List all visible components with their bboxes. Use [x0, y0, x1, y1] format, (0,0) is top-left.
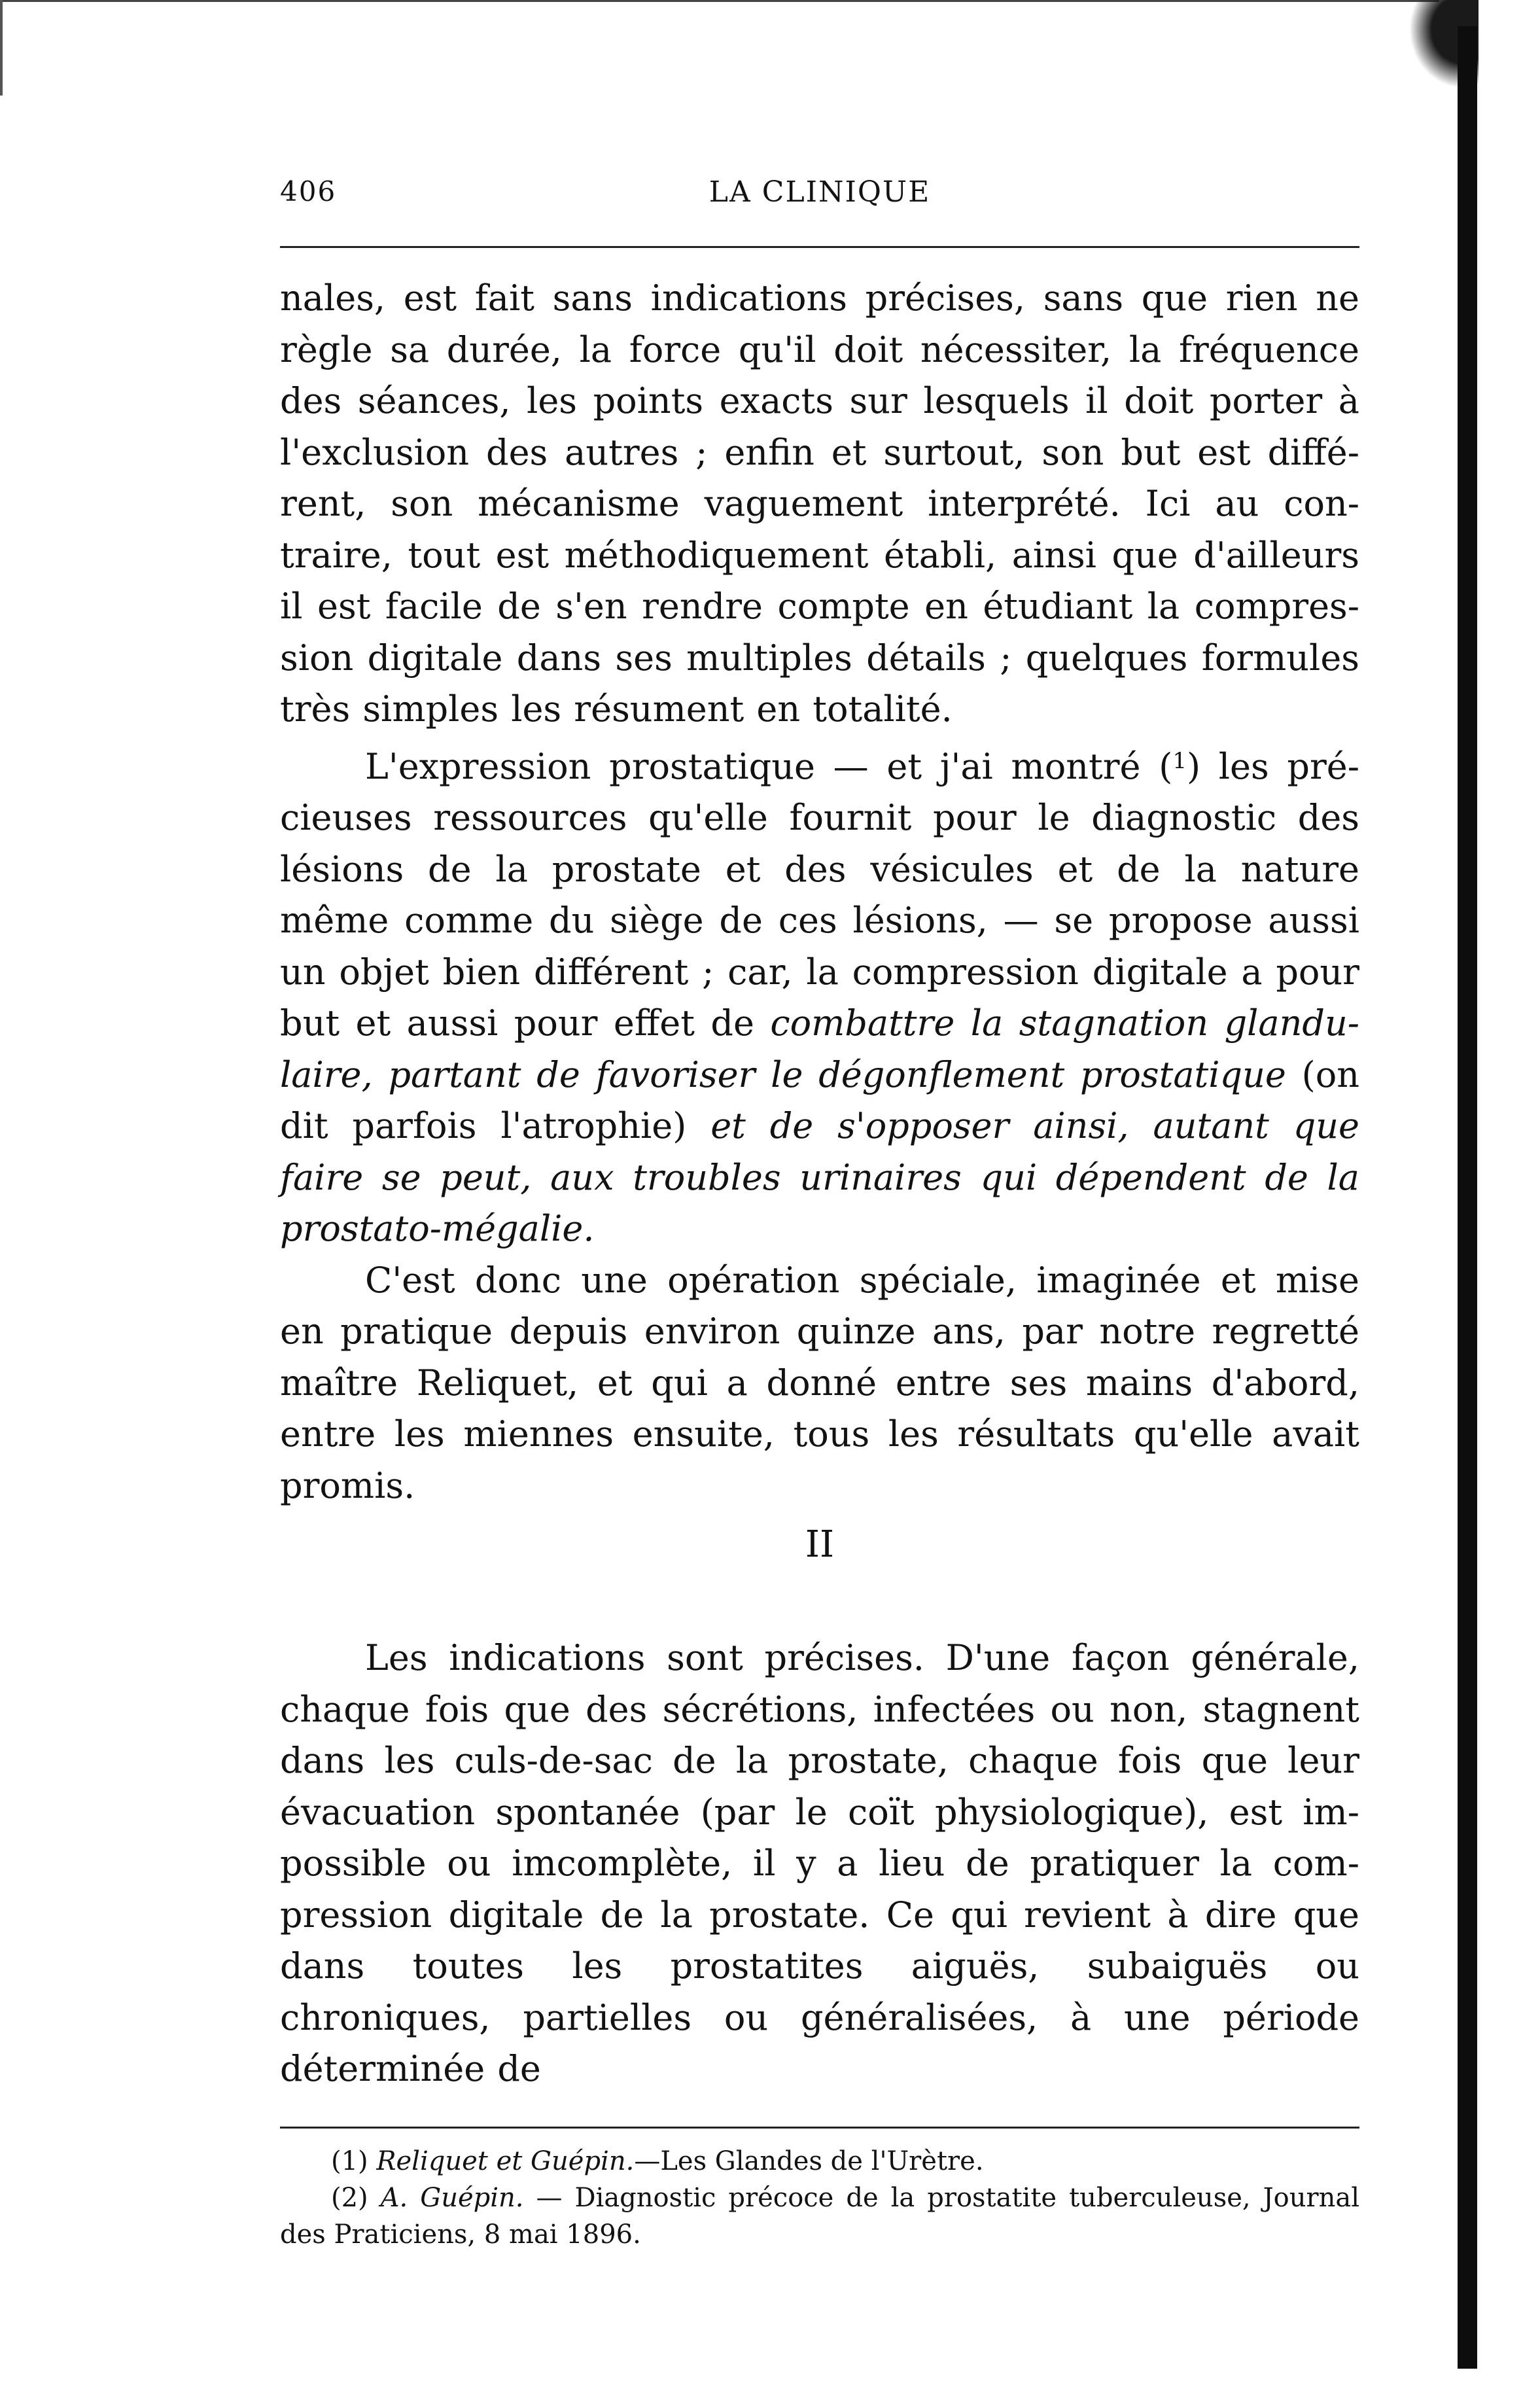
- text-line: traire, tout est méthodiquement établi, ainsi que d'ailleurs: [280, 534, 1359, 576]
- page-number: 406: [280, 175, 337, 207]
- footnote-rule: [280, 2127, 1359, 2129]
- text-line: sion digitale dans ses multiples détails ; quelques formules: [280, 637, 1359, 679]
- footnote-text: — Diagnostic précoce de la prostatite tuberculeuse, Journal des Praticiens, 8 mai 1896.: [280, 2182, 1359, 2250]
- text-line: rent, son mécanisme vaguement interprété. Ici au con-: [280, 483, 1359, 524]
- scan-left-edge: [0, 0, 3, 2387]
- text-line: l'exclusion des autres ; enfin et surtout, son but est diffé-: [280, 431, 1359, 473]
- paragraph-operation: C'est donc une opération spéciale, imaginée et mise en pratique depuis environ quinze ans, par notre regretté maître Reliquet, et qui a donné entre ses mains d'abord, entre les miennes ensuite, tous les résultats qu'elle avait promis.: [280, 1259, 1359, 1506]
- footnote-reference: 1: [1172, 747, 1187, 774]
- footnote-marker: (2): [331, 2182, 368, 2213]
- footnote-text: —Les Glandes de l'Urètre.: [634, 2146, 984, 2176]
- footnote-1: [280, 2143, 1359, 2180]
- footnote-marker: (1): [331, 2146, 368, 2176]
- header-rule: [280, 246, 1359, 248]
- paragraph-continued: [280, 273, 1359, 735]
- footnotes: [280, 2143, 1359, 2253]
- book-page: [280, 175, 1359, 2253]
- body-text: [280, 273, 1359, 2095]
- paragraph-indications: Les indications sont précises. D'une façon générale, chaque fois que des sécrétions, infectées ou non, stagnent dans les culs-de-sac de la prostate, chaque fois que leur évacuation spontanée (par le coït physiologique), est im-possible ou imcomplète, il y a lieu de pratiquer la com-pression digitale de la prostate. Ce qui revient à dire que dans toutes les prostatites aiguës, subaiguës ou chroniques, partielles ou généralisées, à une période déterminée de: [280, 1637, 1359, 2089]
- running-title: LA CLINIQUE: [709, 175, 931, 209]
- text-line: des séances, les points exacts sur lesquels il doit porter à: [280, 380, 1359, 421]
- text-run: L'expression prostatique — et j'ai montré (: [365, 745, 1173, 787]
- footnote-author: Reliquet et Guépin.: [376, 2146, 635, 2176]
- text-line: très simples les résument en totalité.: [280, 688, 953, 730]
- text-run: (on dit parfois l'atrophie): [280, 1053, 1359, 1146]
- paragraph-expression: [280, 735, 1359, 1255]
- text-line: nales, est fait sans indications précises, sans que rien ne: [280, 277, 1359, 319]
- scan-top-border: [0, 0, 1439, 2]
- scan-binding-shadow: [1458, 26, 1477, 2369]
- footnote-2: [280, 2180, 1359, 2253]
- running-head: [280, 175, 1359, 221]
- footnote-author: A. Guépin.: [380, 2182, 524, 2213]
- text-run: ) les pré-cieuses ressources qu'elle fournit pour le diagnostic des lésions de la prostate et des vésicules et de la nature même comme du siège de ces lésions, — se propose aussi un objet bien différent ; car, la compression digitale a pour but et aussi pour effet de: [280, 745, 1359, 1044]
- text-line: règle sa durée, la force qu'il doit nécessiter, la fréquence: [280, 328, 1359, 370]
- italic-run: combattre la stagnation glandu-laire, partant de favoriser le dégonflement prostatique: [280, 1002, 1359, 1095]
- section-heading: II: [805, 1523, 835, 1566]
- text-line: il est facile de s'en rendre compte en étudiant la compres-: [280, 586, 1359, 627]
- italic-run: et de s'opposer ainsi, autant que faire se peut, aux troubles urinaires qui dépendent de la prostato-mégalie.: [280, 1105, 1359, 1249]
